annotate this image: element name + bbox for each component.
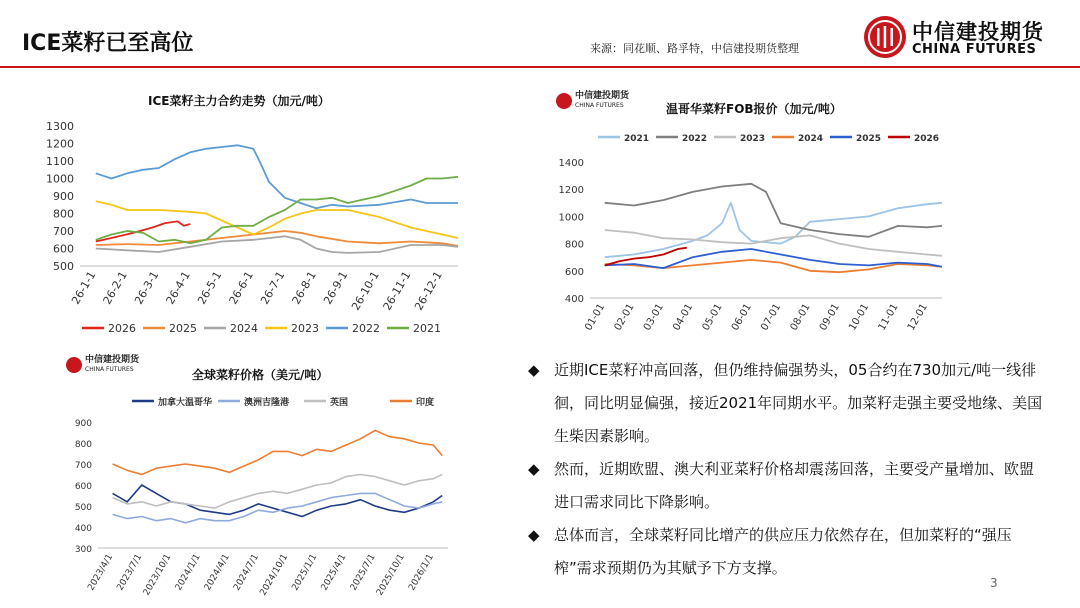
- x-tick-label: 26-6-1: [226, 269, 256, 307]
- y-tick-label: 600: [564, 266, 584, 278]
- legend-label: 2023: [291, 322, 319, 335]
- x-tick-label: 2025/4/1: [319, 552, 349, 593]
- bullet-item: [528, 453, 1048, 519]
- legend-label: 2025: [856, 134, 882, 144]
- x-tick-label: 2023/4/1: [86, 552, 116, 593]
- x-tick-label: 26-9-1: [321, 269, 351, 307]
- y-tick-label: 600: [74, 482, 92, 492]
- global-chart-panel: [60, 352, 460, 602]
- series-line-2022: [96, 145, 458, 208]
- global-mini-logo: [66, 356, 139, 374]
- legend-label: 2021: [413, 322, 441, 335]
- y-tick-label: 800: [53, 207, 74, 221]
- x-tick-label: 26-11-1: [380, 269, 414, 313]
- diamond-bullet-icon: ◆: [528, 526, 540, 544]
- mini-logo-en: CHINA FUTURES: [575, 102, 624, 109]
- mini-logo-en: CHINA FUTURES: [85, 366, 134, 373]
- x-tick-label: 2025/7/1: [348, 552, 378, 593]
- y-tick-label: 800: [564, 239, 584, 251]
- bullet-text: 近期ICE菜籽冲高回落，但仍维持偏强势头，05合约在730加元/吨一线徘徊，同比明显偏强，接近2021年同期水平。加菜籽走强主要受地缘、美国生柴因素影响。: [554, 361, 1043, 445]
- x-tick-label: 26-3-1: [132, 269, 162, 307]
- bullet-text: 然而，近期欧盟、澳大利亚菜籽价格却震荡回落，主要受产量增加、欧盟进口需求同比下降影响。: [554, 460, 1035, 511]
- x-tick-label: 26-1-1: [69, 269, 99, 307]
- x-tick-label: 08-01: [788, 302, 813, 333]
- diamond-bullet-icon: ◆: [528, 460, 540, 478]
- series-line-2021: [605, 203, 942, 257]
- bullet-item: [528, 519, 1048, 585]
- legend-label: 加拿大温哥华: [158, 398, 213, 408]
- global-chart-title: 全球菜籽价格（美元/吨）: [192, 368, 329, 382]
- y-tick-label: 500: [53, 260, 74, 273]
- x-tick-label: 2023/10/1: [141, 552, 174, 598]
- legend-label: 2022: [352, 322, 380, 335]
- y-tick-label: 400: [564, 294, 584, 305]
- fob-chart: [548, 86, 968, 342]
- source-note: 来源：同花顺、路孚特，中信建投期货整理: [590, 42, 799, 55]
- brand-logo-icon: [864, 16, 906, 58]
- x-tick-label: 26-10-1: [349, 269, 382, 313]
- x-tick-label: 09-01: [817, 302, 842, 333]
- mini-logo-icon: [66, 357, 82, 373]
- bullet-item: [528, 354, 1048, 453]
- brand-logo: [864, 14, 1064, 62]
- legend-label: 2026: [914, 134, 940, 144]
- y-tick-label: 1300: [46, 120, 74, 133]
- brand-name-en: CHINA FUTURES: [912, 42, 1037, 57]
- y-tick-label: 700: [53, 225, 74, 238]
- x-tick-label: 26-12-1: [412, 269, 445, 313]
- x-tick-label: 05-01: [700, 302, 725, 333]
- ice-chart-title: ICE菜籽主力合约走势（加元/吨）: [148, 94, 330, 108]
- legend-label: 2023: [740, 134, 766, 144]
- y-tick-label: 800: [74, 440, 92, 450]
- ice-chart-panel: [30, 86, 480, 342]
- ice-chart: [30, 86, 480, 342]
- series-line-英国: [113, 475, 443, 509]
- x-tick-label: 03-01: [641, 302, 666, 333]
- legend-label: 2021: [624, 134, 650, 144]
- y-tick-label: 400: [74, 524, 92, 534]
- bullet-text: 总体而言，全球菜籽同比增产的供应压力依然存在，但加菜籽的“强压榨”需求预期仍为其赋予下方支撑。: [554, 526, 1012, 577]
- x-tick-label: 2026/1/1: [407, 552, 437, 593]
- x-tick-label: 2024/4/1: [202, 552, 232, 593]
- x-tick-label: 26-4-1: [163, 269, 193, 307]
- series-line-2026: [96, 221, 191, 241]
- legend-label: 2024: [230, 322, 258, 335]
- fob-chart-panel: [548, 86, 968, 342]
- fob-mini-logo: [556, 92, 629, 110]
- header-divider: [0, 66, 1080, 68]
- x-tick-label: 2025/1/1: [290, 552, 320, 593]
- x-tick-label: 26-7-1: [258, 269, 288, 307]
- legend-label: 印度: [416, 398, 435, 408]
- x-tick-label: 2023/7/1: [115, 552, 145, 593]
- x-tick-label: 04-01: [671, 302, 696, 333]
- y-tick-label: 500: [74, 503, 92, 513]
- series-line-2024: [605, 260, 942, 272]
- series-line-印度: [113, 430, 443, 474]
- commentary: [528, 354, 1048, 585]
- mini-logo-cn: 中信建投期货: [85, 355, 140, 365]
- legend-label: 澳洲吉隆港: [244, 398, 290, 408]
- legend-label: 2022: [682, 134, 708, 144]
- x-tick-label: 26-8-1: [289, 269, 319, 307]
- x-tick-label: 10-01: [847, 302, 872, 333]
- brand-name-cn: 中信建投期货: [912, 20, 1044, 44]
- mini-logo-cn: 中信建投期货: [575, 91, 630, 101]
- y-tick-label: 1000: [46, 172, 74, 186]
- x-tick-label: 2024/7/1: [232, 552, 262, 593]
- page-number: 3: [990, 576, 998, 590]
- y-tick-label: 900: [74, 419, 92, 429]
- y-tick-label: 1200: [46, 137, 74, 151]
- x-tick-label: 12-01: [905, 302, 930, 333]
- x-tick-label: 2025/10/1: [375, 552, 407, 598]
- x-tick-label: 01-01: [583, 302, 608, 333]
- x-tick-label: 2024/10/1: [258, 552, 291, 598]
- series-line-澳洲吉隆港: [113, 493, 443, 522]
- x-tick-label: 07-01: [759, 302, 784, 333]
- x-tick-label: 2024/1/1: [173, 552, 203, 593]
- legend-label: 2026: [108, 322, 136, 335]
- mini-logo-icon: [556, 93, 572, 109]
- diamond-bullet-icon: ◆: [528, 361, 540, 379]
- x-tick-label: 06-01: [729, 302, 754, 333]
- legend-label: 英国: [330, 398, 349, 408]
- y-tick-label: 1200: [558, 185, 584, 197]
- y-tick-label: 1000: [558, 212, 584, 224]
- page-title: ICE菜籽已至高位: [22, 31, 194, 56]
- fob-chart-title: 温哥华菜籽FOB报价（加元/吨）: [666, 102, 842, 116]
- y-tick-label: 900: [53, 190, 74, 203]
- y-tick-label: 700: [74, 461, 92, 471]
- x-tick-label: 02-01: [612, 302, 637, 333]
- series-line-2025: [96, 231, 458, 246]
- legend-label: 2024: [798, 134, 824, 144]
- x-tick-label: 26-2-1: [100, 269, 130, 307]
- y-tick-label: 600: [53, 242, 74, 256]
- x-tick-label: 11-01: [876, 302, 901, 333]
- x-tick-label: 26-5-1: [195, 269, 225, 307]
- y-tick-label: 300: [74, 545, 92, 555]
- global-chart: [60, 352, 460, 602]
- y-tick-label: 1100: [46, 155, 74, 168]
- y-tick-label: 1400: [558, 158, 584, 169]
- legend-label: 2025: [169, 322, 197, 335]
